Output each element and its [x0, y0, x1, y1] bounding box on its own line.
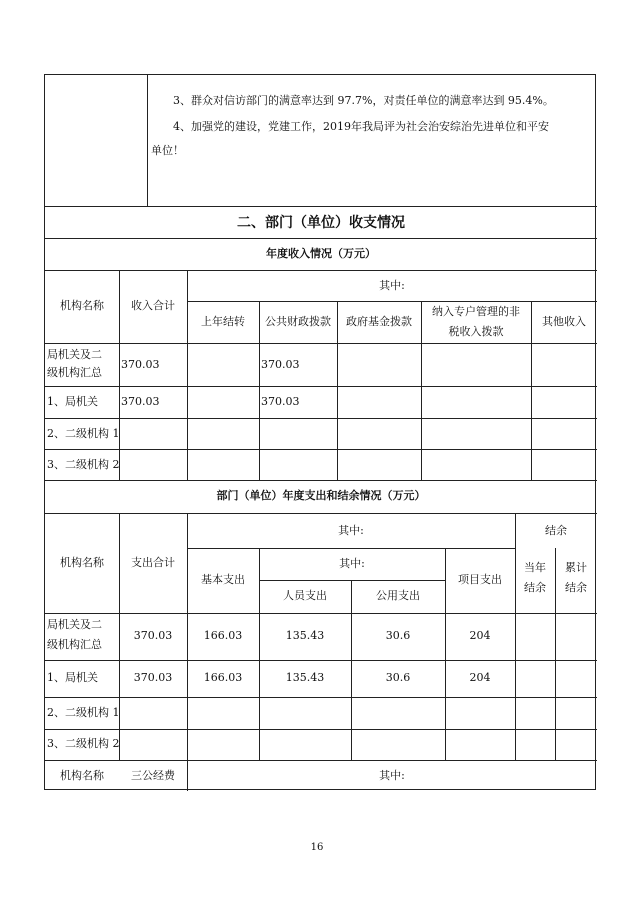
expense-row-personnel: 135.43: [285, 671, 325, 684]
rule: [259, 580, 445, 581]
income-col-public-finance: 公共财政拨款: [265, 315, 331, 328]
expense-col-personnel: 人员支出: [283, 589, 327, 602]
income-row-total: 370.03: [121, 395, 160, 408]
achievement-item-4-cont: 单位！: [151, 144, 184, 157]
income-col-other: 其他收入: [542, 315, 586, 328]
expense-col-org: 机构名称: [60, 556, 104, 569]
income-row-public: 370.03: [261, 358, 300, 371]
rule: [45, 418, 597, 419]
income-row-name: 3、二级机构 2: [47, 458, 120, 471]
achievement-item-4: 4、加强党的建设，党建工作，2019年我局评为社会治安综治先进单位和平安: [173, 120, 549, 133]
rule: [45, 238, 597, 239]
expense-row-name: 2、二级机构 1: [47, 706, 120, 719]
three-public-col-org: 机构名称: [60, 769, 104, 782]
expense-row-total: 370.03: [133, 671, 173, 684]
rule: [45, 270, 597, 271]
rule: [555, 548, 556, 760]
expense-row-project: 204: [469, 671, 491, 684]
rule: [45, 206, 597, 207]
income-col-total: 收入合计: [131, 299, 175, 312]
expense-row-total: 370.03: [133, 629, 173, 642]
expense-row-name: 1、局机关: [47, 671, 98, 684]
expense-row-public: 30.6: [385, 629, 411, 642]
rule: [45, 480, 597, 481]
rule: [187, 301, 597, 302]
rule: [351, 580, 352, 760]
income-col-carryover: 上年结转: [201, 315, 245, 328]
rule: [147, 75, 148, 206]
expense-col-year-balance-2: 结余: [524, 581, 546, 594]
expense-col-basic: 基本支出: [201, 573, 245, 586]
expense-col-year-balance: 当年: [524, 561, 546, 574]
rule: [259, 548, 260, 760]
three-public-col-fee: 三公经费: [131, 769, 175, 782]
rule: [45, 386, 597, 387]
rule: [515, 513, 516, 760]
expense-row-name: 级机构汇总: [47, 638, 102, 651]
expense-row-basic: 166.03: [203, 629, 243, 642]
three-public-col-group: 其中:: [379, 769, 405, 782]
rule: [45, 449, 597, 450]
expense-row-personnel: 135.43: [285, 629, 325, 642]
rule: [45, 343, 597, 344]
income-row-total: 370.03: [121, 358, 160, 371]
budget-table: [44, 74, 596, 790]
achievement-item-3: 3、群众对信访部门的满意率达到 97.7%，对责任单位的满意率达到 95.4%。: [173, 94, 554, 107]
page-number: 16: [310, 842, 324, 853]
income-col-group: 其中:: [379, 279, 405, 292]
expense-col-public: 公用支出: [376, 589, 420, 602]
income-title: 年度收入情况（万元）: [266, 247, 376, 260]
income-row-name: 局机关及二: [47, 348, 102, 361]
income-row-name: 2、二级机构 1: [47, 427, 120, 440]
expense-row-basic: 166.03: [203, 671, 243, 684]
expense-col-total: 支出合计: [131, 556, 175, 569]
income-row-name: 级机构汇总: [47, 366, 102, 379]
expense-col-cumulative-2: 结余: [565, 581, 587, 594]
income-row-public: 370.03: [261, 395, 300, 408]
expense-row-name: 局机关及二: [47, 618, 102, 631]
expense-col-project: 项目支出: [458, 573, 502, 586]
expense-row-public: 30.6: [385, 671, 411, 684]
income-col-gov-fund: 政府基金拨款: [346, 315, 412, 328]
rule: [45, 760, 597, 761]
income-col-org: 机构名称: [60, 299, 104, 312]
income-row-name: 1、局机关: [47, 395, 98, 408]
expense-col-inner-group: 其中:: [339, 557, 365, 570]
expense-col-cumulative: 累计: [565, 561, 587, 574]
rule: [187, 548, 515, 549]
expense-title: 部门（单位）年度支出和结余情况（万元）: [216, 489, 426, 502]
rule: [187, 270, 188, 480]
expense-col-balance: 结余: [545, 524, 567, 537]
expense-row-name: 3、二级机构 2: [47, 737, 120, 750]
rule: [187, 513, 188, 791]
income-col-special-account: 纳入专户管理的非: [432, 305, 520, 318]
income-col-special-account-2: 税收入拨款: [448, 325, 504, 338]
expense-row-project: 204: [469, 629, 491, 642]
expense-col-group: 其中:: [338, 524, 364, 537]
section-title: 二、部门（单位）收支情况: [237, 215, 405, 231]
